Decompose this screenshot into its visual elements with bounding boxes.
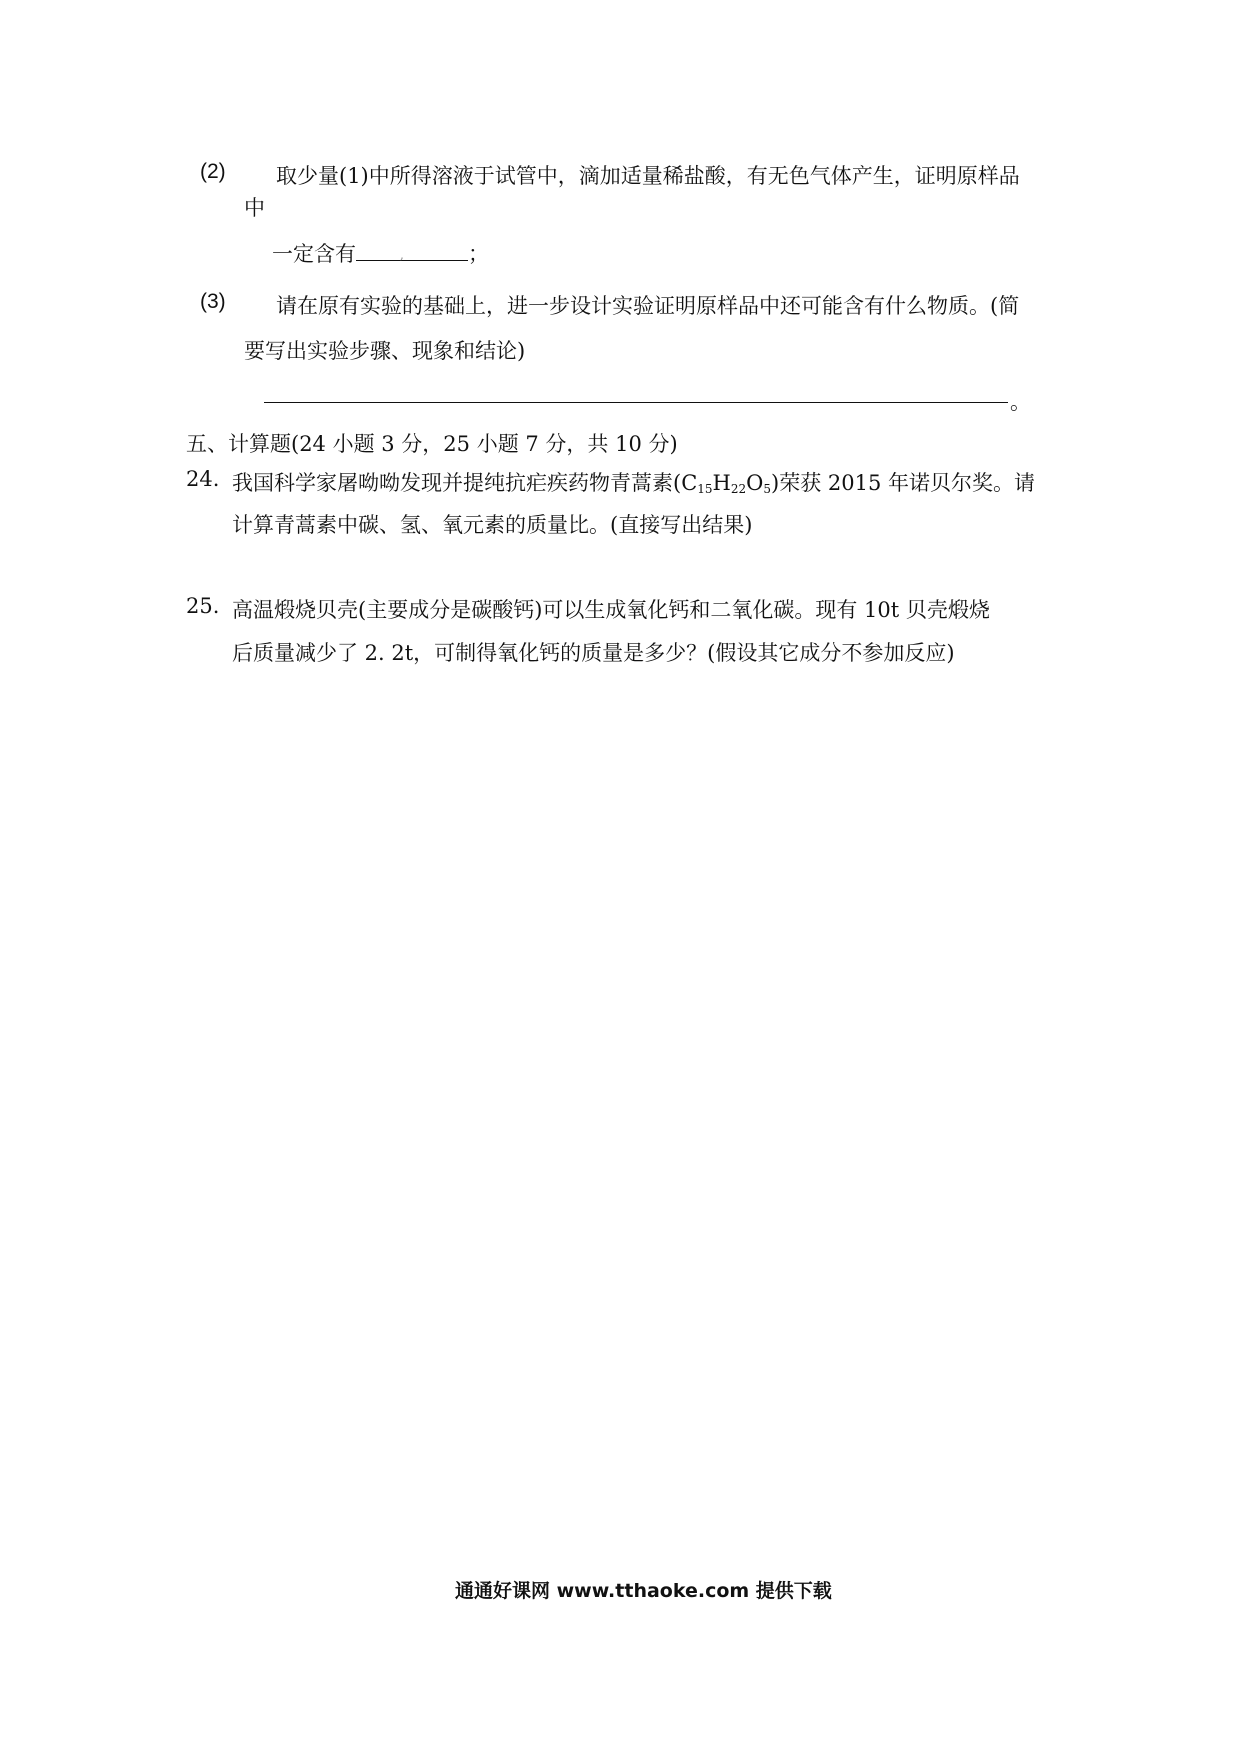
q3-line-end: 。 <box>1010 390 1031 414</box>
q24-sub-o: 5 <box>763 482 772 496</box>
answer-blank[interactable] <box>356 240 468 261</box>
q24-h: H <box>712 471 731 495</box>
footer-text: 通通好课网 www.tthaoke.com 提供下载 <box>455 1580 832 1602</box>
q3-line1: 请在原有实验的基础上，进一步设计实验证明原样品中还可能含有什么物质。(简 <box>276 294 1020 318</box>
q25-line1: 高温煅烧贝壳(主要成分是碳酸钙)可以生成氧化钙和二氧化碳。现有 10t 贝壳煅烧 <box>232 598 990 622</box>
q24-text-a: 我国科学家屠呦呦发现并提纯抗疟疾药物青蒿素(C <box>232 471 698 495</box>
q24-text-b: )荣获 2015 年诺贝尔奖。请 <box>771 471 1036 495</box>
q24-line1 <box>232 467 1035 497</box>
q2-label: (2) <box>200 160 226 183</box>
q24-sub-h: 22 <box>730 482 747 496</box>
q25-line2: 后质量减少了 2. 2t，可制得氧化钙的质量是多少？(假设其它成分不参加反应) <box>232 641 955 665</box>
section-title: 五、计算题(24 小题 3 分，25 小题 7 分，共 10 分) <box>186 432 678 456</box>
q24-o: O <box>746 471 764 495</box>
q2-line2 <box>272 238 489 268</box>
q3-label: (3) <box>200 290 226 313</box>
q24-number: 24. <box>186 467 220 491</box>
q24-line2: 计算青蒿素中碳、氢、氧元素的质量比。(直接写出结果) <box>232 513 753 537</box>
q25-number: 25. <box>186 594 220 618</box>
q2-line1-wrap: 中 <box>244 196 265 220</box>
q3-answer-line[interactable] <box>264 402 1008 403</box>
q2-line2-prefix: 一定含有 <box>272 242 356 266</box>
q2-line1: 取少量(1)中所得溶液于试管中，滴加适量稀盐酸，有无色气体产生，证明原样品 <box>276 164 1020 188</box>
q3-line2: 要写出实验步骤、现象和结论) <box>244 339 526 363</box>
q24-sub-c: 15 <box>697 482 713 496</box>
q2-line2-suffix: ； <box>468 242 489 266</box>
blank-separator: , <box>400 248 404 262</box>
